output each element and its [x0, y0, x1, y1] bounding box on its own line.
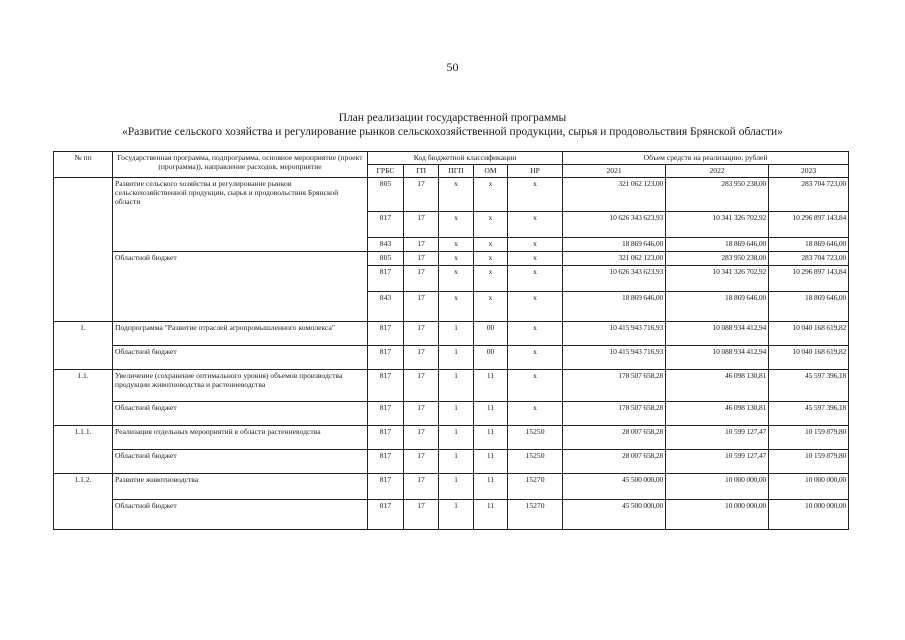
row-name: Увеличение (сохранение оптимального уровня) объемов производства продукции животноводства и растениеводства — [113, 370, 368, 402]
cell-grbs: 843 — [368, 292, 404, 322]
cell-nr: 15250 — [508, 450, 563, 474]
cell-om: 11 — [474, 370, 508, 402]
cell-grbs: 817 — [368, 474, 404, 500]
cell-grbs: 817 — [368, 346, 404, 370]
plan-table — [53, 151, 849, 530]
row-name: Областной бюджет — [113, 402, 368, 426]
cell-pgp: 1 — [439, 370, 474, 402]
cell-2023: 10 000 000,00 — [769, 500, 849, 530]
cell-pgp: 1 — [439, 500, 474, 530]
table-row — [54, 402, 849, 426]
cell-gp: 17 — [404, 450, 439, 474]
cell-2022: 10 341 326 702,92 — [666, 212, 769, 238]
cell-om: х — [474, 238, 508, 252]
cell-2023: 10 159 879,80 — [769, 426, 849, 450]
cell-pgp: х — [439, 178, 474, 212]
cell-2022: 46 098 130,81 — [666, 402, 769, 426]
cell-pgp: 1 — [439, 474, 474, 500]
cell-pgp: х — [439, 212, 474, 238]
table-row — [54, 178, 849, 212]
cell-gp: 17 — [404, 346, 439, 370]
cell-om: 00 — [474, 346, 508, 370]
cell-om: 11 — [474, 426, 508, 450]
cell-2021: 10 415 943 716,93 — [563, 346, 666, 370]
cell-2021: 10 626 343 623,93 — [563, 266, 666, 292]
row-name: Областной бюджет — [113, 500, 368, 530]
cell-nr: 15270 — [508, 474, 563, 500]
cell-om: х — [474, 266, 508, 292]
cell-2021: 45 500 000,00 — [563, 500, 666, 530]
table-row — [54, 450, 849, 474]
cell-nr: х — [508, 402, 563, 426]
page-number: 50 — [446, 60, 459, 74]
header-num: № пп — [54, 152, 113, 178]
cell-2021: 321 062 123,00 — [563, 178, 666, 212]
cell-gp: 17 — [404, 266, 439, 292]
cell-grbs: 817 — [368, 212, 404, 238]
row-num: 1.1.1. — [54, 426, 113, 474]
row-name: Областной бюджет — [113, 252, 368, 322]
cell-2023: 45 597 396,18 — [769, 370, 849, 402]
cell-gp: 17 — [404, 474, 439, 500]
cell-grbs: 817 — [368, 402, 404, 426]
cell-pgp: 1 — [439, 346, 474, 370]
cell-2021: 18 869 646,00 — [563, 292, 666, 322]
cell-grbs: 817 — [368, 370, 404, 402]
cell-2023: 10 040 168 619,82 — [769, 346, 849, 370]
cell-2023: 283 704 723,00 — [769, 178, 849, 212]
cell-2021: 45 500 000,00 — [563, 474, 666, 500]
cell-2023: 45 597 396,18 — [769, 402, 849, 426]
cell-om: 11 — [474, 500, 508, 530]
cell-2022: 10 341 326 702,92 — [666, 266, 769, 292]
cell-2022: 10 599 127,47 — [666, 450, 769, 474]
cell-nr: х — [508, 238, 563, 252]
row-name: Подпрограмма "Развитие отраслей агропромышленного комплекса" — [113, 322, 368, 346]
header-name: Государственная программа, подпрограмма, основное мероприятие (проект (программа)), направление расходов, мероприятие — [113, 152, 368, 178]
cell-gp: 17 — [404, 178, 439, 212]
header-nr: НР — [508, 165, 563, 178]
table-row — [54, 346, 849, 370]
cell-nr: х — [508, 266, 563, 292]
cell-2022: 10 000 000,00 — [666, 500, 769, 530]
cell-2021: 10 415 943 716,93 — [563, 322, 666, 346]
cell-2022: 10 088 934 412,94 — [666, 346, 769, 370]
cell-gp: 17 — [404, 292, 439, 322]
cell-nr: х — [508, 322, 563, 346]
title-line-1: План реализации государственной программы — [338, 112, 567, 124]
table-row — [54, 474, 849, 500]
cell-grbs: 817 — [368, 426, 404, 450]
cell-nr: 15270 — [508, 500, 563, 530]
cell-nr: х — [508, 346, 563, 370]
cell-2023: 10 040 168 619,82 — [769, 322, 849, 346]
cell-pgp: 1 — [439, 402, 474, 426]
row-name: Областной бюджет — [113, 346, 368, 370]
cell-pgp: х — [439, 292, 474, 322]
cell-gp: 17 — [404, 370, 439, 402]
cell-om: 11 — [474, 474, 508, 500]
cell-2021: 321 062 123,00 — [563, 252, 666, 266]
cell-2023: 10 296 897 143,84 — [769, 212, 849, 238]
cell-2022: 283 950 238,00 — [666, 252, 769, 266]
cell-grbs: 817 — [368, 322, 404, 346]
cell-gp: 17 — [404, 238, 439, 252]
cell-2021: 18 869 646,00 — [563, 238, 666, 252]
cell-pgp: х — [439, 252, 474, 266]
cell-nr: х — [508, 370, 563, 402]
cell-grbs: 805 — [368, 252, 404, 266]
table-row — [54, 500, 849, 530]
row-name: Реализация отдельных мероприятий в области растениеводства — [113, 426, 368, 450]
header-pgp: ПГП — [439, 165, 474, 178]
table-row — [54, 426, 849, 450]
cell-om: 11 — [474, 402, 508, 426]
cell-2022: 18 869 646,00 — [666, 292, 769, 322]
cell-nr: х — [508, 178, 563, 212]
cell-2021: 178 507 658,28 — [563, 370, 666, 402]
cell-om: х — [474, 178, 508, 212]
cell-nr: х — [508, 212, 563, 238]
cell-2023: 10 296 897 143,84 — [769, 266, 849, 292]
row-name: Развитие сельского хозяйства и регулирование рынков сельскохозяйственной продукции, сырья и продовольствия Брянской области — [113, 178, 368, 252]
cell-grbs: 817 — [368, 450, 404, 474]
cell-nr: х — [508, 292, 563, 322]
cell-pgp: х — [439, 238, 474, 252]
document-title — [0, 111, 905, 139]
table-row — [54, 322, 849, 346]
cell-2022: 10 088 934 412,94 — [666, 322, 769, 346]
cell-grbs: 817 — [368, 266, 404, 292]
row-name: Областной бюджет — [113, 450, 368, 474]
cell-2023: 10 159 879,80 — [769, 450, 849, 474]
row-num: 1. — [54, 322, 113, 370]
header-grbs: ГРБС — [368, 165, 404, 178]
cell-nr: х — [508, 252, 563, 266]
header-2023: 2023 — [769, 165, 849, 178]
cell-2023: 18 869 646,00 — [769, 292, 849, 322]
row-name: Развитие животноводства — [113, 474, 368, 500]
cell-2022: 283 950 238,00 — [666, 178, 769, 212]
cell-nr: 15250 — [508, 426, 563, 450]
cell-2021: 178 507 658,28 — [563, 402, 666, 426]
cell-pgp: х — [439, 266, 474, 292]
cell-2023: 283 704 723,00 — [769, 252, 849, 266]
cell-om: х — [474, 212, 508, 238]
cell-2022: 18 869 646,00 — [666, 238, 769, 252]
cell-gp: 17 — [404, 322, 439, 346]
row-num — [54, 178, 113, 322]
row-num: 1.1.2. — [54, 474, 113, 530]
header-code-group: Код бюджетной классификации — [368, 152, 563, 165]
cell-2021: 28 007 658,28 — [563, 450, 666, 474]
cell-pgp: 1 — [439, 450, 474, 474]
cell-2022: 46 098 130,81 — [666, 370, 769, 402]
cell-gp: 17 — [404, 426, 439, 450]
cell-om: х — [474, 292, 508, 322]
table-row — [54, 370, 849, 402]
cell-gp: 17 — [404, 402, 439, 426]
table-header — [54, 152, 849, 178]
cell-om: 11 — [474, 450, 508, 474]
table-row — [54, 252, 849, 266]
cell-om: 00 — [474, 322, 508, 346]
cell-2021: 28 007 658,28 — [563, 426, 666, 450]
table-body — [54, 178, 849, 530]
header-gp: ГП — [404, 165, 439, 178]
cell-om: х — [474, 252, 508, 266]
cell-2023: 18 869 646,00 — [769, 238, 849, 252]
title-line-2: «Развитие сельского хозяйства и регулирование рынков сельскохозяйственной продукции, сырья и продовольствия Брянской области» — [122, 126, 783, 138]
cell-grbs: 805 — [368, 178, 404, 212]
cell-grbs: 817 — [368, 500, 404, 530]
cell-pgp: 1 — [439, 322, 474, 346]
header-2022: 2022 — [666, 165, 769, 178]
row-num: 1.1. — [54, 370, 113, 426]
cell-gp: 17 — [404, 500, 439, 530]
cell-2022: 10 000 000,00 — [666, 474, 769, 500]
cell-2023: 10 000 000,00 — [769, 474, 849, 500]
header-om: ОМ — [474, 165, 508, 178]
header-amount-group: Объем средств на реализацию, рублей — [563, 152, 849, 165]
cell-2022: 10 599 127,47 — [666, 426, 769, 450]
header-2021: 2021 — [563, 165, 666, 178]
cell-pgp: 1 — [439, 426, 474, 450]
cell-gp: 17 — [404, 252, 439, 266]
cell-grbs: 843 — [368, 238, 404, 252]
cell-gp: 17 — [404, 212, 439, 238]
cell-2021: 10 626 343 623,93 — [563, 212, 666, 238]
